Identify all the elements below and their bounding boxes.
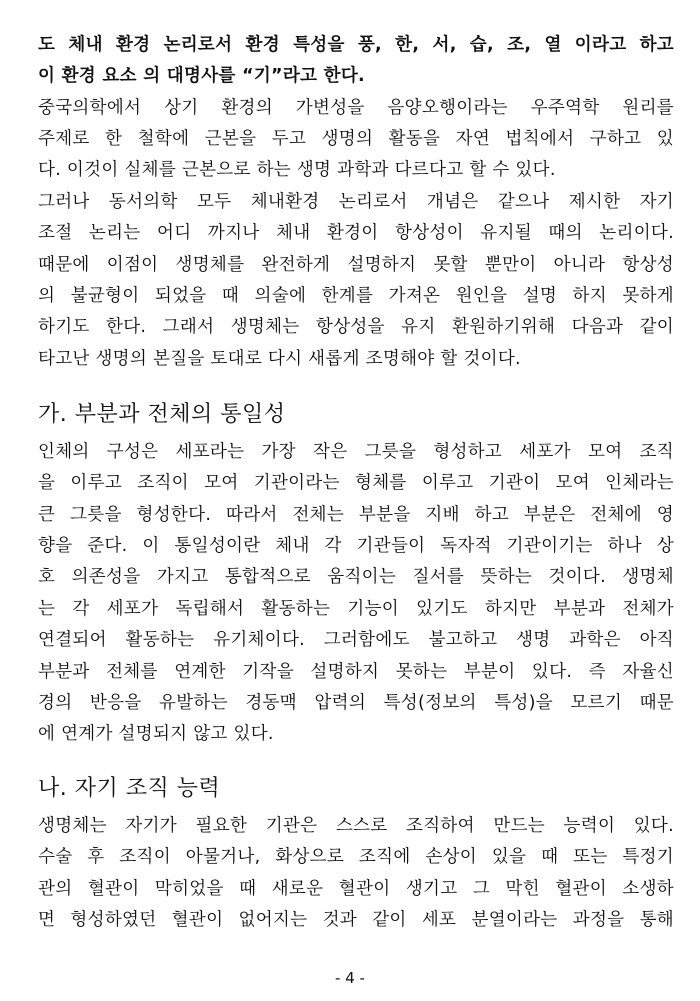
text-line: 큰 그릇을 형성한다. 따라서 전체는 부분을 지배 하고 부분은 전체에 영 (38, 505, 674, 525)
text-line: 부분과 전체를 연계한 기작을 설명하지 못하는 부분이 있다. 즉 자율신 (38, 662, 674, 682)
text-line: 을 이루고 조직이 모여 기관이라는 형체를 이루고 기관이 모여 인체라는 (38, 473, 674, 493)
section-heading: 가. 부분과 전체의 통일성 (38, 402, 286, 427)
text-line: 연결되어 활동하는 유기체이다. 그러함에도 불고하고 생명 과학은 아직 (38, 630, 674, 650)
text-line: 때문에 이점이 생명체를 완전하게 설명하지 못할 뿐만이 아니라 항상성 (38, 255, 674, 275)
text-line: 수술 후 조직이 아물거나, 화상으로 조직에 손상이 있을 때 또는 특정기 (38, 847, 674, 867)
text-line: 타고난 생명의 본질을 토대로 다시 새롭게 조명해야 할 것이다. (38, 349, 521, 369)
text-line: 향을 준다. 이 통일성이란 체내 각 기관들이 독자적 기관이기는 하나 상 (38, 536, 674, 556)
text-line: 주제로 한 철학에 근본을 두고 생명의 활동을 자연 법칙에서 구하고 있 (38, 129, 674, 149)
text-line: 에 연계가 설명되지 않고 있다. (38, 724, 274, 744)
text-line: 호 의존성을 가지고 통합적으로 움직이는 질서를 뜻하는 것이다. 생명체 (38, 567, 674, 587)
text-line: 의 불균형이 되었을 때 의술에 한계를 가져온 원인을 설명 하지 못하게 (38, 286, 674, 306)
text-line: 하기도 한다. 그래서 생명체는 항상성을 유지 환원하기위해 다음과 같이 (38, 317, 674, 337)
page-number: - 4 - (335, 969, 365, 987)
text-line: 조절 논리는 어디 까지나 체내 환경이 항상성이 유지될 때의 논리이다. (38, 223, 674, 243)
text-line: 경의 반응을 유발하는 경동맥 압력의 특성(정보의 특성)을 모르기 때문 (38, 693, 674, 713)
text-line: 는 각 세포가 독립해서 활동하는 기능이 있기도 하지만 부분과 전체가 (38, 599, 674, 619)
text-line: 면 형성하였던 혈관이 없어지는 것과 같이 세포 분열이라는 과정을 통해 (38, 910, 674, 930)
text-line: 중국의학에서 상기 환경의 가변성을 음양오행이라는 우주역학 원리를 (38, 98, 674, 118)
text-line: 이 환경 요소 의 대명사를 “기”라고 한다. (38, 66, 365, 86)
text-line: 다. 이것이 실체를 근본으로 하는 생명 과학과 다르다고 할 수 있다. (38, 160, 556, 180)
section-heading: 나. 자기 조직 능력 (38, 776, 221, 801)
text-line: 인체의 구성은 세포라는 가장 작은 그릇을 형성하고 세포가 모여 조직 (38, 442, 674, 462)
text-line: 도 체내 환경 논리로서 환경 특성을 풍, 한, 서, 습, 조, 열 이라고 하고 (38, 35, 674, 55)
text-line: 관의 혈관이 막히었을 때 새로운 혈관이 생기고 그 막힌 혈관이 소생하 (38, 879, 674, 899)
text-line: 그러나 동서의학 모두 체내환경 논리로서 개념은 같으나 제시한 자기 (38, 192, 674, 212)
text-line: 생명체는 자기가 필요한 기관은 스스로 조직하여 만드는 능력이 있다. (38, 816, 674, 836)
